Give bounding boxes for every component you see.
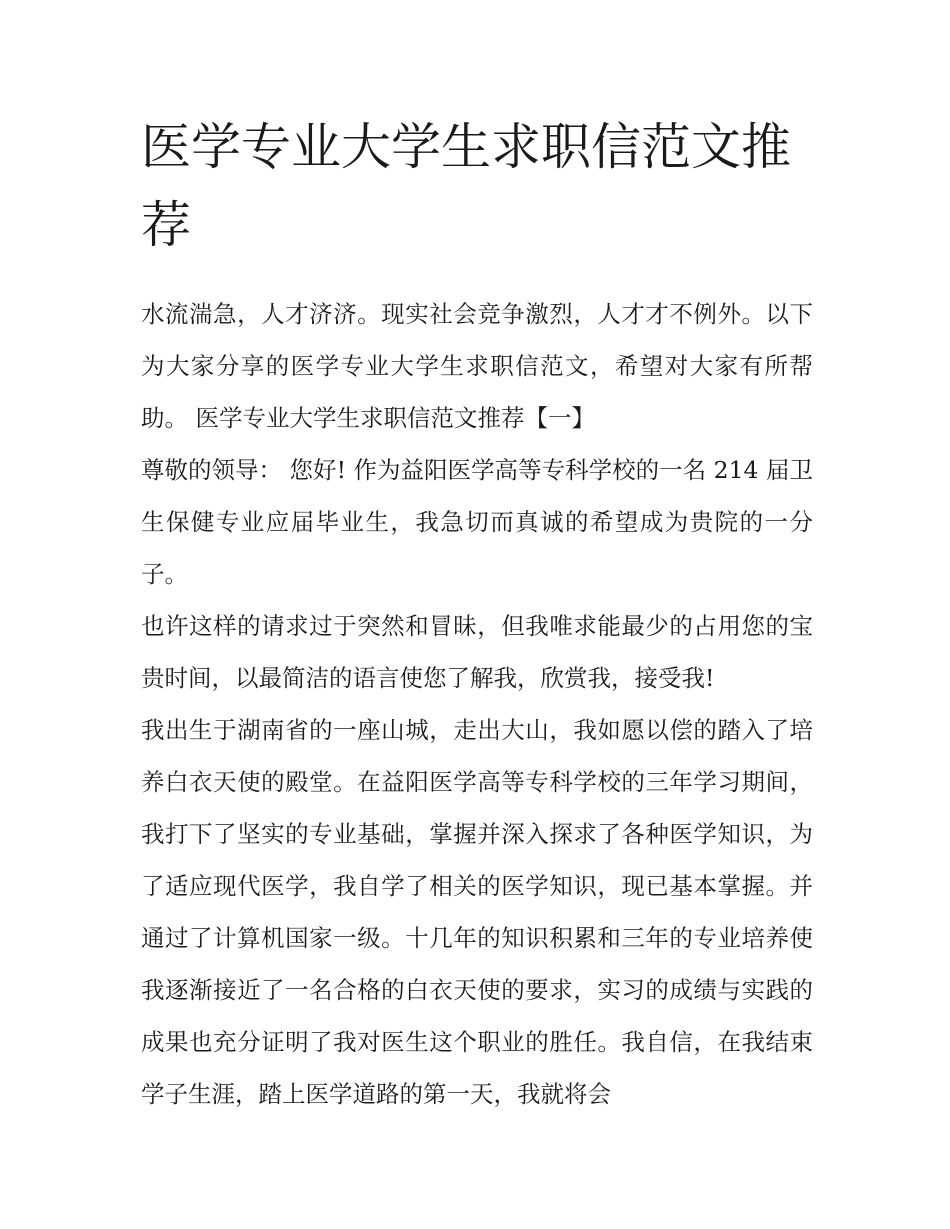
document-title: 医学专业大学生求职信范文推荐 (141, 118, 791, 254)
paragraph-background: 我出生于湖南省的一座山城，走出大山，我如愿以偿的踏入了培养白衣天使的殿堂。在益阳医学高等专科学校的三年学习期间，我打下了坚实的专业基础，掌握并深入探求了各种医学知识，为了适应现代医学，我自学了相关的医学知识，现已基本掌握。并通过了计算机国家一级。十几年的知识积累和三年的专业培养使我逐渐接近了一名合格的白衣天使的要求，实习的成绩与实践的成果也充分证明了我对医生这个职业的胜任。我自信，在我结束学子生涯，踏上医学道路的第一天，我就将会 (141, 716, 813, 1108)
paragraph-intro: 水流湍急，人才济济。现实社会竞争激烈，人才才不例外。以下为大家分享的医学专业大学生求职信范文，希望对大家有所帮助。 医学专业大学生求职信范文推荐【一】 (141, 300, 813, 432)
document-page (141, 108, 813, 1120)
paragraph-greeting: 尊敬的领导： 您好! 作为益阳医学高等专科学校的一名 214 届卫生保健专业应届毕业生，我急切而真诚的希望成为贵院的一分子。 (141, 456, 813, 588)
document-body (141, 288, 813, 1120)
paragraph-request: 也许这样的请求过于突然和冒昧，但我唯求能最少的占用您的宝贵时间，以最简洁的语言使您了解我，欣赏我，接受我! (141, 612, 813, 692)
